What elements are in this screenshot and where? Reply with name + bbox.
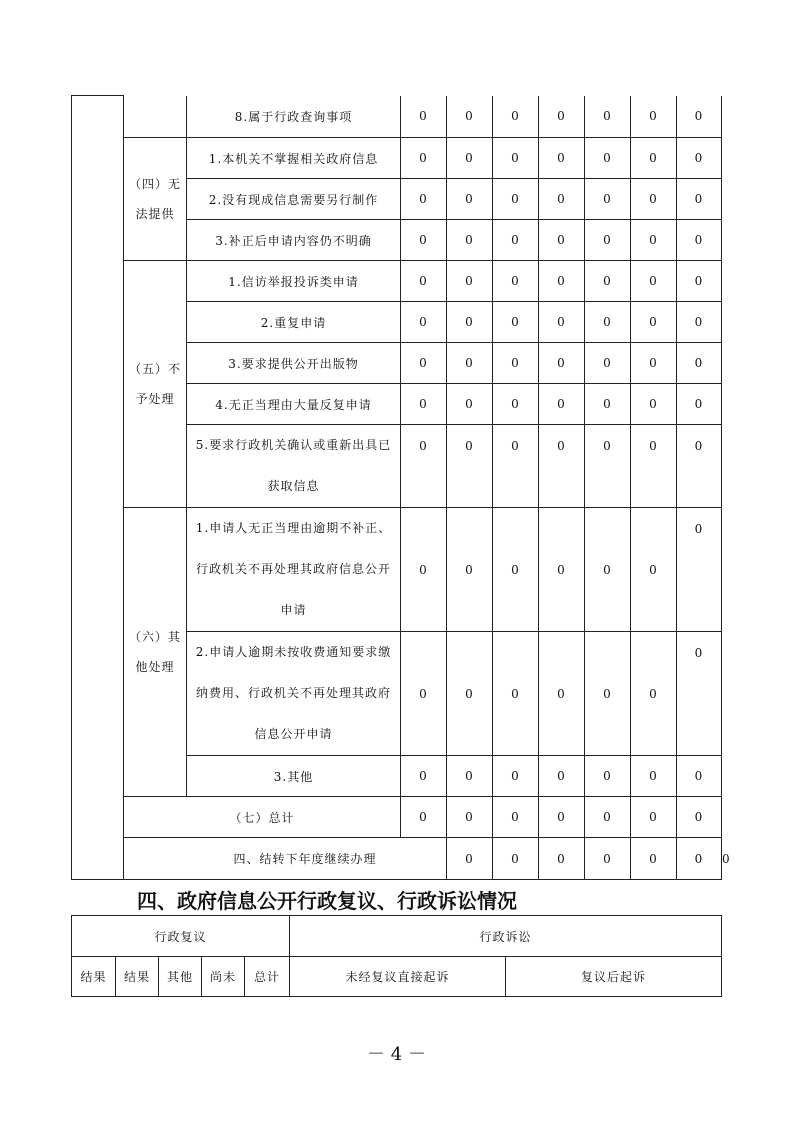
value-cell: 0 — [631, 756, 677, 797]
value-cell: 0 — [539, 138, 585, 179]
value-cell: 0 — [677, 302, 722, 343]
value-cell: 0 — [631, 96, 677, 138]
value-cell: 0 — [631, 179, 677, 220]
value-cell: 0 — [585, 179, 631, 220]
value-cell: 0 — [585, 632, 631, 756]
value-cell: 0 — [539, 302, 585, 343]
value-cell: 0 — [539, 384, 585, 425]
value-cell: 0 — [539, 632, 585, 756]
value-cell: 0 — [631, 261, 677, 302]
value-cell: 0 — [447, 96, 493, 138]
value-cell: 0 — [585, 220, 631, 261]
row-label: 3.补正后申请内容仍不明确 — [187, 220, 401, 261]
value-cell: 0 — [401, 96, 447, 138]
value-cell: 0 — [401, 425, 447, 508]
value-cell: 0 — [539, 343, 585, 384]
row-label: 1.申请人无正当理由逾期不补正、行政机关不再处理其政府信息公开申请 — [187, 508, 401, 632]
total-label: （七）总计 — [124, 797, 401, 838]
value-cell: 0 — [539, 797, 585, 838]
header-review: 行政复议 — [72, 916, 290, 957]
value-cell: 0 — [631, 632, 677, 756]
value-cell: 0 — [539, 179, 585, 220]
value-cell: 0 — [447, 179, 493, 220]
value-cell: 0 — [493, 96, 539, 138]
value-cell: 0 — [585, 797, 631, 838]
header-litigation: 行政诉讼 — [290, 916, 722, 957]
value-cell: 0 — [401, 508, 447, 632]
value-cell: 0 — [447, 138, 493, 179]
value-cell: 0 — [539, 220, 585, 261]
table-row — [72, 508, 722, 632]
value-cell: 0 — [631, 508, 677, 632]
value-cell: 0 — [401, 343, 447, 384]
row-label: 8.属于行政查询事项 — [187, 96, 401, 138]
value-cell: 0 — [677, 425, 722, 508]
value-cell: 0 — [677, 179, 722, 220]
table-row: 四、结转下年度继续办理 0 0 0 0 0 0 0 — [72, 838, 722, 880]
page-number: － 4 － — [367, 1044, 426, 1065]
value-cell: 0 — [677, 384, 722, 425]
outer-left-cell — [72, 96, 124, 880]
row-label: 3.其他 — [187, 756, 401, 797]
table-row — [72, 797, 722, 838]
subheader-cell: 尚未 — [202, 957, 245, 997]
value-cell: 0 — [493, 302, 539, 343]
value-cell: 0 — [401, 756, 447, 797]
value-cell: 0 — [401, 632, 447, 756]
table-row — [72, 916, 722, 957]
value-cell: 0 — [493, 508, 539, 632]
value-cell: 0 — [539, 756, 585, 797]
value-cell: 0 — [677, 261, 722, 302]
value-cell: 0 — [631, 343, 677, 384]
row-label: 2.没有现成信息需要另行制作 — [187, 179, 401, 220]
value-cell: 0 — [677, 797, 722, 838]
value-cell: 0 — [493, 632, 539, 756]
value-cell: 0 — [677, 138, 722, 179]
value-cell: 0 — [585, 425, 631, 508]
table-row — [72, 96, 722, 138]
group-3-cont-cell — [124, 96, 187, 138]
value-cell: 0 — [447, 632, 493, 756]
value-cell: 0 — [631, 384, 677, 425]
value-cell: 0 — [493, 425, 539, 508]
row-label: 2.申请人逾期未按收费通知要求缴纳费用、行政机关不再处理其政府信息公开申请 — [187, 632, 401, 756]
value-cell: 0 — [447, 261, 493, 302]
table-row — [72, 957, 722, 997]
value-cell: 0 — [401, 220, 447, 261]
value-cell: 0 — [401, 797, 447, 838]
value-cell: 0 — [493, 756, 539, 797]
statistics-table — [71, 95, 731, 880]
value-cell: 0 — [677, 343, 722, 384]
value-cell: 0 — [493, 797, 539, 838]
value-cell: 0 — [631, 797, 677, 838]
value-cell: 0 — [539, 425, 585, 508]
value-cell: 0 — [493, 838, 539, 880]
value-cell: 0 — [585, 261, 631, 302]
table-row — [72, 261, 722, 302]
group-label: （四）无法提供 — [124, 138, 187, 261]
group-label: （五）不予处理 — [124, 261, 187, 508]
value-cell: 0 — [401, 179, 447, 220]
value-cell: 0 — [585, 302, 631, 343]
section-title: 四、政府信息公开行政复议、行政诉讼情况 — [137, 889, 517, 913]
value-cell: 0 — [539, 261, 585, 302]
value-cell: 0 — [585, 384, 631, 425]
value-cell: 0 — [631, 302, 677, 343]
value-cell: 0 — [631, 425, 677, 508]
value-cell: 0 — [677, 220, 722, 261]
value-cell: 0 — [401, 138, 447, 179]
value-cell: 0 — [493, 261, 539, 302]
value-cell: 0 — [447, 384, 493, 425]
value-cell: 0 — [631, 138, 677, 179]
value-cell: 0 — [447, 797, 493, 838]
value-cell: 0 — [447, 756, 493, 797]
value-cell: 0 — [631, 220, 677, 261]
subheader-cell: 结果 — [116, 957, 159, 997]
row-label: 1.信访举报投诉类申请 — [187, 261, 401, 302]
value-cell: 0 — [585, 96, 631, 138]
value-cell: 0 — [493, 220, 539, 261]
value-cell: 0 — [585, 138, 631, 179]
value-cell: 0 — [677, 508, 722, 632]
value-cell: 0 — [447, 343, 493, 384]
review-litigation-table — [71, 915, 722, 997]
value-cell: 0 — [493, 138, 539, 179]
carry-over-label: 四、结转下年度继续办理 — [124, 838, 447, 880]
value-cell: 0 — [585, 508, 631, 632]
value-cell: 0 — [493, 179, 539, 220]
row-label: 5.要求行政机关确认或重新出具已获取信息 — [187, 425, 401, 508]
row-label: 3.要求提供公开出版物 — [187, 343, 401, 384]
subheader-cell: 其他 — [159, 957, 202, 997]
value-cell: 0 — [401, 261, 447, 302]
value-cell: 0 — [401, 384, 447, 425]
subheader-cell: 未经复议直接起诉 — [290, 957, 506, 997]
row-label: 1.本机关不掌握相关政府信息 — [187, 138, 401, 179]
group-label: （六）其他处理 — [124, 508, 187, 797]
value-cell: 0 — [447, 508, 493, 632]
subheader-cell: 总计 — [245, 957, 290, 997]
value-cell: 0 — [539, 96, 585, 138]
value-cell: 0 — [447, 838, 493, 880]
value-cell: 0 — [585, 756, 631, 797]
row-label: 2.重复申请 — [187, 302, 401, 343]
value-cell: 0 — [677, 96, 722, 138]
value-cell: 0 — [585, 343, 631, 384]
table-row — [72, 138, 722, 179]
value-cell: 0 — [585, 838, 631, 880]
value-cell: 0 — [677, 632, 722, 756]
value-cell: 0 — [493, 384, 539, 425]
value-cell: 0 — [447, 425, 493, 508]
value-cell: 0 — [539, 508, 585, 632]
value-cell: 0 — [631, 838, 677, 880]
value-cell: 0 — [447, 302, 493, 343]
subheader-cell: 复议后起诉 — [506, 957, 722, 997]
value-cell: 0 — [401, 302, 447, 343]
value-cell: 0 — [539, 838, 585, 880]
value-cell: 0 — [677, 838, 722, 880]
value-cell: 0 — [493, 343, 539, 384]
subheader-cell: 结果 — [72, 957, 116, 997]
row-label: 4.无正当理由大量反复申请 — [187, 384, 401, 425]
value-cell: 0 — [447, 220, 493, 261]
value-cell: 0 — [677, 756, 722, 797]
